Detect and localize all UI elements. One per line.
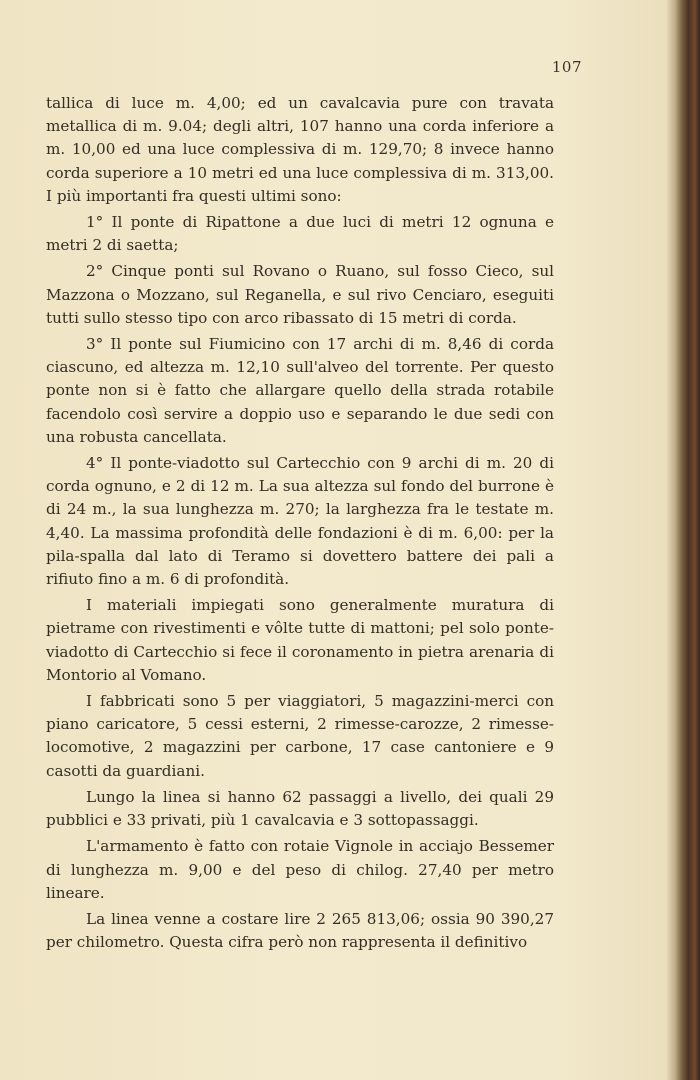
paragraph-structures-intro: tallica di luce m. 4,00; ed un cavalcavia pure con travata metallica di m. 9.04; degli altri, 107 hanno una corda inferiore a m. 10,00 ed una luce complessiva di m. 129,70; 8 invece hanno corda superiore a 10 metri ed una luce complessiva di m. 313,00. I più importanti fra questi ultimi sono: — [46, 94, 554, 205]
page-gutter-shadow — [666, 0, 674, 1080]
paragraph-ripattone-bridge: 1° Il ponte di Ripattone a due luci di metri 12 ognuna e metri 2 di saetta; — [46, 213, 554, 255]
paragraph-cartecchio-viaduct: 4° Il ponte-viadotto sul Cartecchio con 9 archi di m. 20 di corda ognuno, e 2 di 12 m. La sua altezza sul fondo del burrone è di 24 m., la sua lunghezza m. 270; la larghezza fra le testate m. 4,40. La massima profondità delle fondazioni è di m. 6,00: per la pila-spalla dal lato di Teramo si dovettero battere dei pali a rifiuto fino a m. 6 di profondità. — [46, 454, 554, 589]
paragraph-track-rails: L'armamento è fatto con rotaie Vignole in acciajo Bessemer di lunghezza m. 9,00 e del peso di chilog. 27,40 per metro lineare. — [46, 837, 554, 902]
page-number: 107 — [551, 58, 582, 76]
paragraph-line-cost: La linea venne a costare lire 2 265 813,06; ossia 90 390,27 per chilometro. Questa cifra però non rappresenta il definitivo — [46, 909, 554, 952]
paragraph-five-bridges: 2° Cinque ponti sul Rovano o Ruano, sul fosso Cieco, sul Mazzona o Mozzano, sul Reganella, e sul rivo Cenciaro, eseguiti tutti sullo stesso tipo con arco ribassato di 15 metri di corda. — [46, 262, 554, 327]
paragraph-materials: I materiali impiegati sono generalmente muratura di pietrame con rivestimenti e vôlte tutte di mattoni; pel solo ponte-viadotto di Cartecchio si fece il coronamento in pietra arenaria di Montorio al Vomano. — [46, 596, 554, 684]
paragraph-level-crossings: Lungo la linea si hanno 62 passaggi a livello, dei quali 29 pubblici e 33 privati, più 1 cavalcavia e 3 sottopassaggi. — [46, 787, 554, 830]
body-text — [46, 92, 554, 954]
paragraph-fiumicino-bridge: 3° Il ponte sul Fiumicino con 17 archi di m. 8,46 di corda ciascuno, ed altezza m. 12,10 sull'alveo del torrente. Per questo ponte non si è fatto che allargare quello della strada rotabile facendolo così servire a doppio uso e separando le due sedi con una robusta cancellata. — [46, 335, 554, 446]
book-spine-edge — [674, 0, 700, 1080]
paragraph-buildings: I fabbricati sono 5 per viaggiatori, 5 magazzini-merci con piano caricatore, 5 cessi esterni, 2 rimesse-carozze, 2 rimesse-locomotive, 2 magazzini per carbone, 17 case cantoniere e 9 casotti da guardiani. — [46, 692, 554, 780]
